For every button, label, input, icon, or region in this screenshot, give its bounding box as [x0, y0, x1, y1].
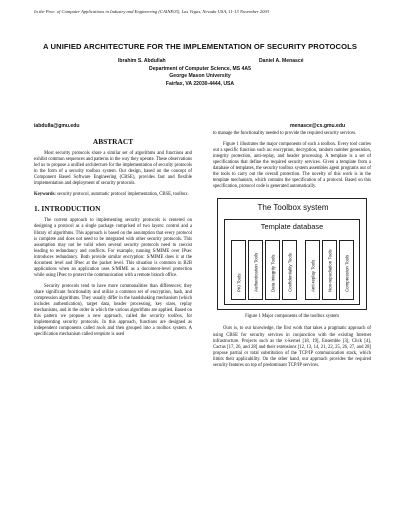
intro-p2-text-c: and then grouped into a toolbox system. A specification mechanism called [34, 326, 192, 338]
intro-p2-em-security-toolbox: security toolbox [149, 314, 182, 320]
tool-anti-replay-label: Anti-replay Tools [310, 260, 315, 293]
template-database-label: Template database [260, 222, 324, 232]
intro-p2-text-d: is used [110, 332, 125, 338]
intro-p2-text-b: , for implementing security protocols. In this approach, functions are designed as independent components called [34, 314, 193, 332]
tool-data-integrity-label: Data Integrity Tools [270, 254, 275, 293]
tool-confidentiality-label: Confidentiality Tools [287, 253, 292, 293]
keywords-text: security protocol, automatic protocol implementation, CBSE, toolbox. [57, 192, 189, 198]
tool-authentication-label: Authentication Tools [253, 253, 258, 293]
right-column [213, 131, 371, 374]
tool-data-integrity [265, 240, 280, 300]
abstract-text: Most security protocols share a similar set of algorithms and functions and exhibit common sequences and patterns in the way they operate. These observations led us to propose a unified architecture for the implementation of security protocols in the form of a security toolbox system. Our design, based on the concept of Component Based Software Engineering (CBSE), provides fast and flexible implementation and deployment of security protocols. [34, 151, 192, 187]
left-column [34, 131, 192, 343]
right-paragraph-2: Ours is, to our knowledge, the first work that takes a pragmatic approach of using CBSE for security services in conjunction with the existing Internet infrastructure. Projects such as the x-kernel [18, 19], Ensemble [3], Click [4], Cactus [17, 26, and 28] and their extensions [12, 13, 14, 21, 22, 25, 26, 27, and 28] propose partial or total substitution of the TCP/IP communication stack, which limits their applicability. On the other hand, our approach provides the required security features on top of predominant TCP/IP services. [213, 326, 371, 368]
author-2-name: Daniel A. Menascé [259, 58, 304, 64]
keywords [34, 192, 192, 198]
figure-caption: Figure 1 Major components of the toolbox system [245, 314, 339, 320]
introduction-heading: 1. INTRODUCTION [34, 204, 101, 214]
intro-paragraph-1: The current approach to implementing security protocols is centered on designing a protocol as a single package comprised of two layers: control and a library of algorithms. This approach is based on the assumption that every protocol is complete and does not need to be integrated with other security protocols. This assumption may not be valid when several security protocols need to coexist leading to redundancy and conflicts. For example, running S/MIME over IPsec introduces redundancy. Both provide similar encryption: S/MIME does it at the document level and IPsec at the packet level. This situation is common in B2B applications when an application uses S/MIME as a document-level protection while using IPsec to protect the communication with a remote branch office. [34, 218, 192, 278]
intro-paragraph-2 [34, 284, 192, 338]
author-city: Fairfax, VA 22030-4444, USA [165, 80, 235, 87]
intro-p2-text-a: Security protocols tend to have more commonalities than differences; they share significant functionality and utilize a common set of encryption, hash, and compression algorithms. They usually differ in the handshaking mechanism (which includes authentication), target data, header processing, key sizes, replay mechanisms, and in the order in which the various algorithms are applied. Based on this pattern we propose a new approach, called the [34, 283, 192, 320]
tool-pki [231, 240, 246, 300]
tool-non-repudiation [322, 240, 337, 300]
author-department: Department of Computer Science, MS 4A5 [149, 65, 251, 72]
intro-p2-em-tools: tools [96, 326, 106, 332]
tool-non-repudiation-label: Non-repudiation Tools [327, 249, 332, 293]
conference-header: In the Proc. of Computer Applications in Industry and Engineering (CAINE03), Las Vegas, Nevada USA, 11-13 November 2003 [34, 9, 270, 14]
tool-anti-replay [305, 240, 320, 300]
author-block [0, 58, 400, 88]
tool-authentication [248, 240, 263, 300]
intro-p2-em-template: template [94, 332, 111, 338]
figure-toolbox-system [217, 198, 367, 310]
right-paragraph-1: Figure 1 illustrates the major components of such a toolbox. Every tool carries out a specific function such as: encryption, decryption, random number generation, integrity protection, anti-replay, and header processing. A template is a set of specifications that define the required security services. Given a template from a database of templates, the security toolbox system assembles agent programs out of the tools to carry out the overall protection. The novelty of this work is in the template mechanism, which contains the specification of a protocol. Based on this specification, protocol code is generated automatically. [213, 142, 371, 190]
keywords-label: Keywords: [34, 192, 56, 198]
right-continuation: to manage the functionality needed to provide the required security services. [213, 131, 357, 136]
author-university: George Mason University [169, 73, 231, 80]
abstract-heading: ABSTRACT [92, 137, 134, 146]
tool-pki-label: PKI Tools [236, 273, 241, 293]
author-1-name: Ibrahim S. Abdullah [118, 58, 166, 64]
tool-compression [339, 240, 354, 300]
tool-compression-label: Compression Tools [344, 255, 349, 293]
template-database-box [224, 219, 360, 305]
tool-confidentiality [282, 240, 297, 300]
paper-title: A UNIFIED ARCHITECTURE FOR THE IMPLEMENTATION OF SECURITY PROTOCOLS [43, 42, 357, 51]
author-1-email: iabdulla@gmu.edu [34, 123, 80, 129]
figure-title: The Toolbox system [257, 203, 329, 213]
author-2-email: menasce@cs.gmu.edu [290, 123, 346, 129]
